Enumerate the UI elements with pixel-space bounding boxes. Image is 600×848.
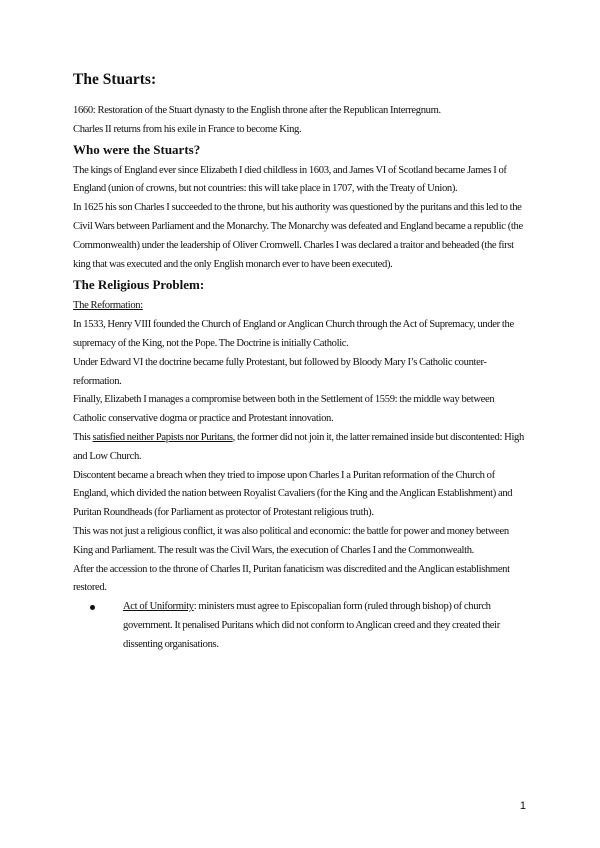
page-number: 1 [519,800,526,812]
document-body [73,70,528,655]
bullet-dot-icon [90,605,95,610]
reformation-paragraph-2: Under Edward VI the doctrine became fully Protestant, but followed by Bloody Mary I’s Catholic counter-reformation. [73,356,487,387]
bullet-list [73,598,528,654]
list-item [89,598,528,654]
intro-line-2: Charles II returns from his exile in France to become King. [73,123,302,135]
p4-underlined: satisfied neither Papists nor Puritans [92,431,233,443]
p4-pre: This [73,431,93,443]
bullet-term: Act of Uniformity [123,601,194,613]
reformation-paragraph-5: Discontent became a breach when they tried to impose upon Charles I a Puritan reformation of the Church of England, which divided the nation between Royalist Cavaliers (for the King and the Anglican Establishment) and Puritan Roundheads (for Parliament as protector of Protestant religious truth). [73,469,513,519]
reformation-paragraph-4 [73,429,528,467]
page-title: The Stuarts: [73,71,157,88]
reformation-paragraph-6: This was not just a religious conflict, it was also political and economic: the battle for power and money between King and Parliament. The result was the Civil Wars, the execution of Charles I and the Commonwealth. [73,525,509,556]
reformation-paragraph-1: In 1533, Henry VIII founded the Church of England or Anglican Church through the Act of Supremacy, under the supremacy of the King, not the Pope. The Doctrine is initially Catholic. [73,319,514,349]
who-heading: Who were the Stuarts? [73,141,201,157]
intro-line-1: 1660: Restoration of the Stuart dynasty to the English throne after the Republican Interregnum. [73,105,441,116]
who-paragraph-2: In 1625 his son Charles I succeeded to the throne, but his authority was questioned by the puritans and this led to the Civil Wars between Parliament and the Monarchy. The Monarchy was defeated and England became a republic (the Commonwealth) under the leadership of Oliver Cromwell. Charles I was declared a traitor and beheaded (the first king that was executed and the only English monarch ever to have been executed). [73,202,523,270]
reformation-paragraph-7: After the accession to the throne of Charles II, Puritan fanaticism was discredited and the Anglican establishment restored. [73,563,510,594]
who-paragraph-1: The kings of England ever since Elizabeth I died childless in 1603, and James VI of Scotland became James I of England (union of crowns, but not countries: this will take place in 1707, with the Treaty of Union). [73,164,507,195]
reformation-label: The Reformation: [73,300,143,312]
p4-post: , the former did not join it, the latter remained inside but discontented: High and Low Church. [73,431,524,462]
reformation-paragraph-3: Finally, Elizabeth I manages a compromise between both in the Settlement of 1559: the middle way between Catholic conservative dogma or practice and Protestant innovation. [73,394,495,425]
bullet-text [123,598,528,654]
bullet-body: : ministers must agree to Episcopalian form (ruled through bishop) of church government. It penalised Puritans which did not conform to Anglican creed and they created their dissenting organisations. [123,601,500,650]
religious-heading: The Religious Problem: [73,277,205,293]
